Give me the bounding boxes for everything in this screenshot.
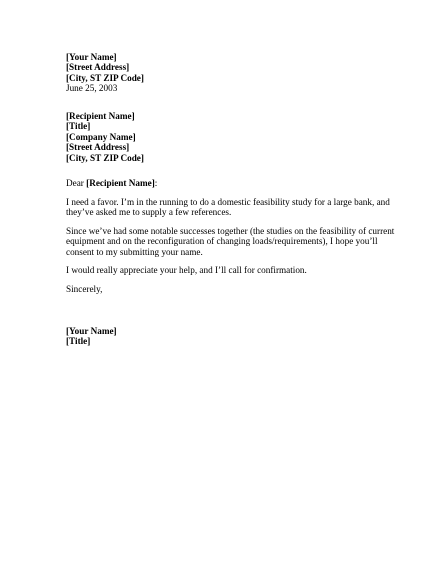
signature-name: [Your Name]: [66, 326, 117, 336]
recipient-title: [Title]: [66, 121, 91, 132]
signature-block: [66, 326, 396, 347]
body-paragraph-request: I need a favor. I’m in the running to do a domestic feasibility study for a large bank, and they’ve asked me to supply a few references.: [66, 197, 390, 218]
sender-street: [Street Address]: [66, 62, 130, 73]
salutation-recipient-name: [Recipient Name]: [86, 178, 155, 188]
closing: Sincerely,: [66, 284, 103, 294]
salutation: [66, 178, 396, 188]
sender-address-block: [66, 52, 396, 83]
salutation-prefix: Dear: [66, 178, 87, 188]
recipient-address-block: [66, 111, 396, 163]
recipient-company: [Company Name]: [66, 131, 136, 142]
recipient-city-state-zip: [City, ST ZIP Code]: [66, 152, 144, 163]
letter-date: June 25, 2003: [66, 83, 118, 93]
recipient-street: [Street Address]: [66, 142, 130, 153]
body-paragraph-appreciation: I would really appreciate your help, and I’ll call for confirmation.: [66, 265, 307, 275]
salutation-suffix: :: [154, 178, 158, 188]
sender-city-state-zip: [City, ST ZIP Code]: [66, 72, 144, 83]
body-paragraph-successes: Since we’ve had some notable successes together (the studies on the feasibility of current equipment and on the reconfiguration of changing loads/requirements), I hope you’ll consent to my submitting your name.: [66, 226, 395, 257]
signature-title: [Title]: [66, 336, 91, 347]
recipient-name: [Recipient Name]: [66, 111, 135, 121]
sender-name: [Your Name]: [66, 52, 117, 62]
